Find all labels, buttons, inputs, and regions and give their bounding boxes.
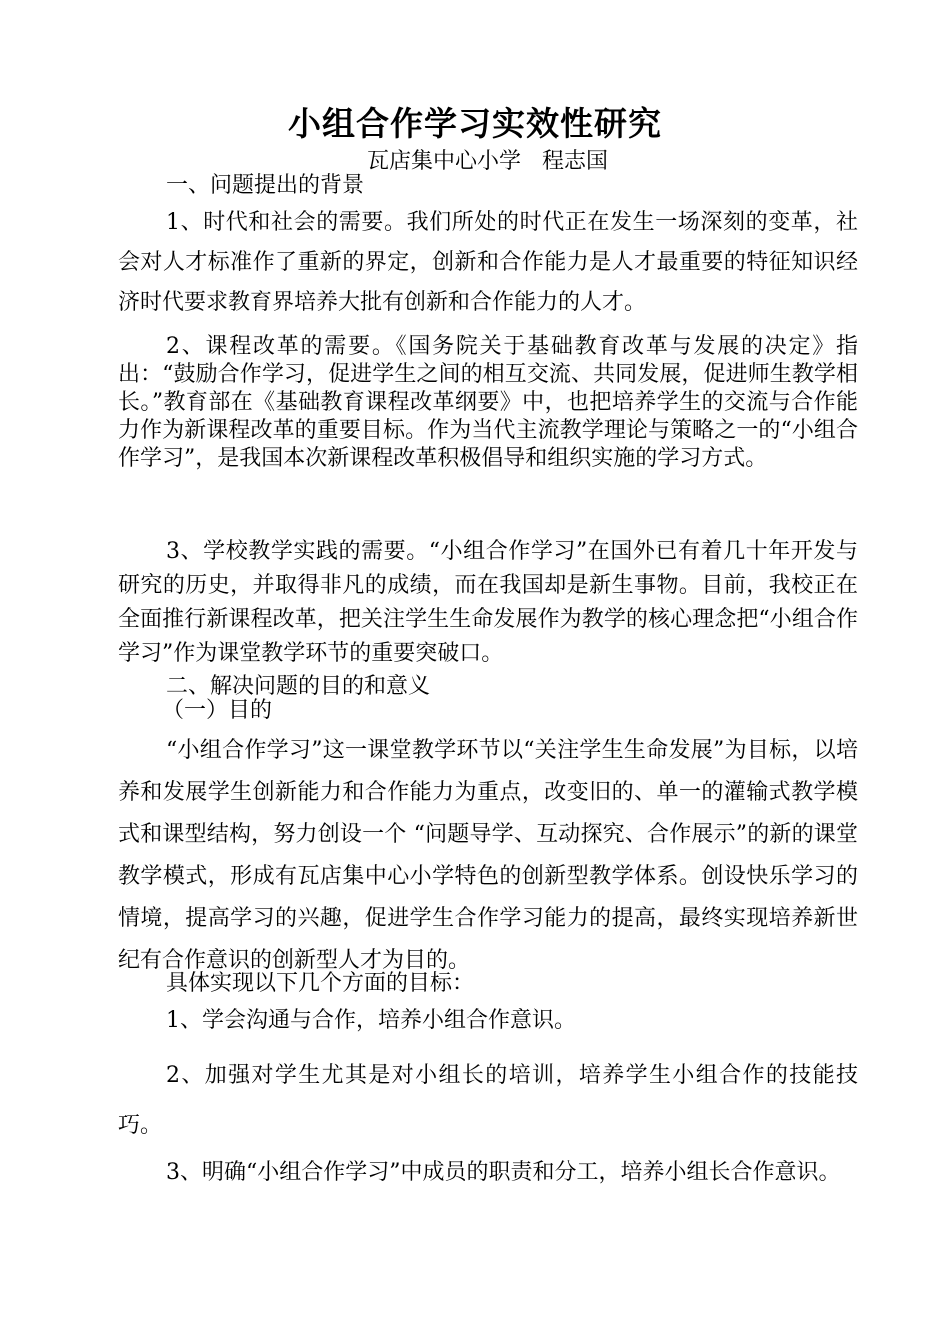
section-heading-background: 一、问题提出的背景 [166, 173, 365, 198]
goal-item-3: 3、明确“小组合作学习”中成员的职责和分工，培养小组长合作意识。 [166, 1160, 841, 1185]
goal-item-1: 1、学会沟通与合作，培养小组合作意识。 [166, 1008, 576, 1033]
paragraph-era-needs: 1、时代和社会的需要。我们所处的时代正在发生一场深刻的变革，社会对人才标准作了重新的界定，创新和合作能力是人才最重要的特征知识经济时代要求教育界培养大批有创新和合作能力的人才。 [118, 210, 858, 315]
section-heading-purpose-significance: 二、解决问题的目的和意义 [166, 674, 431, 699]
paragraph-purpose-description: “小组合作学习”这一课堂教学环节以“关注学生生命发展”为目标，以培养和发展学生创新能力和合作能力为重点，改变旧的、单一的灌输式教学模式和课型结构，努力创设一个 “问题导学、互动探究、合作展示”的新的课堂教学模式，形成有瓦店集中心小学特色的创新型教学体系。创设快乐学习的情境，提高学习的兴趣，促进学生合作学习能力的提高，最终实现培养新世纪有合作意识的创新型人才为目的。 [118, 738, 858, 973]
paragraph-curriculum-reform: 2、课程改革的需要。《国务院关于基础教育改革与发展的决定》指出：“鼓励合作学习，促进学生之间的相互交流、共同发展，促进师生教学相长。”教育部在《基础教育课程改革纲要》中，也把培养学生的交流与合作能力作为新课程改革的重要目标。作为当代主流教学理论与策略之一的“小组合作学习”，是我国本次新课程改革积极倡导和组织实施的学习方式。 [118, 334, 858, 471]
paragraph-school-practice: 3、学校教学实践的需要。“小组合作学习”在国外已有着几十年开发与研究的历史，并取得非凡的成绩，而在我国却是新生事物。目前，我校正在全面推行新课程改革，把关注学生生命发展作为教学的核心理念把“小组合作学习”作为课堂教学环节的重要突破口。 [118, 539, 858, 666]
paragraph-goals-intro: 具体实现以下几个方面的目标： [166, 971, 475, 996]
document-title: 小组合作学习实效性研究 [288, 104, 662, 143]
goal-item-2: 2、加强对学生尤其是对小组长的培训，培养学生小组合作的技能技巧。 [118, 1063, 858, 1138]
subsection-heading-purpose: （一）目的 [162, 698, 273, 723]
author-line: 瓦店集中心小学 程志国 [367, 149, 608, 174]
